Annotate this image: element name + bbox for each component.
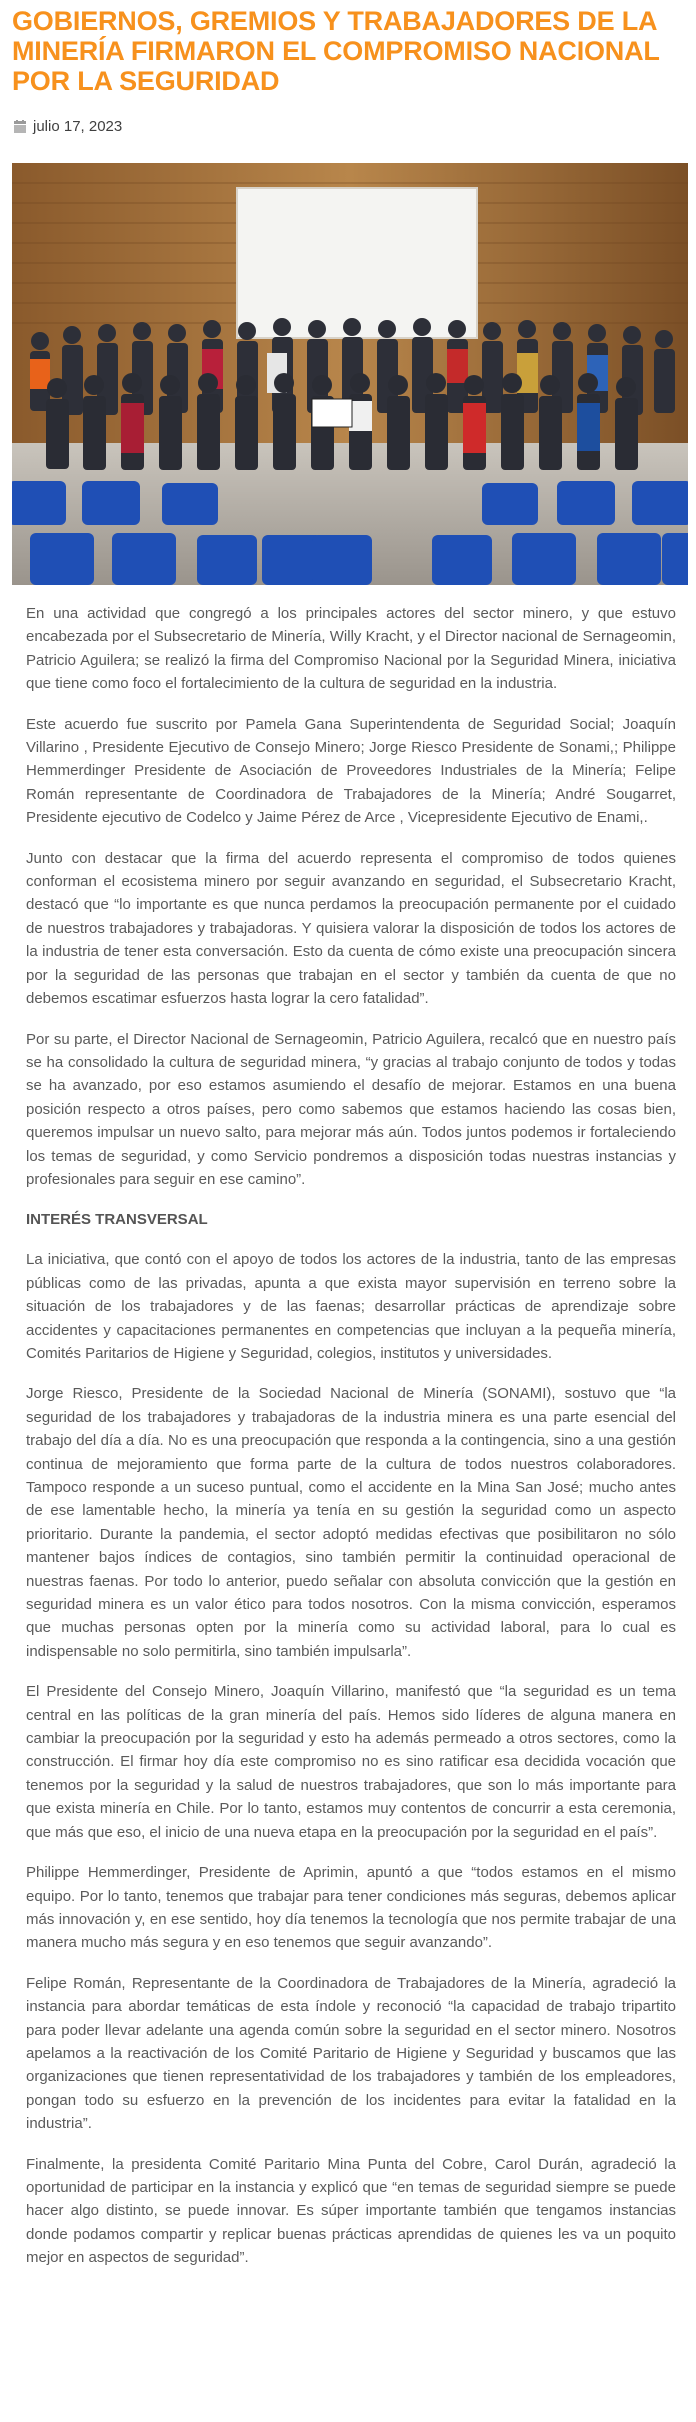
- article-paragraph: La iniciativa, que contó con el apoyo de todos los actores de la industria, tanto de las empresas públicas como de las privadas, apunta a que exista mayor supervisión en terreno sobre la situación de los trabajadores y de las faenas; desarrollar prácticas de aprendizaje sobre accidentes y capacitaciones permanentes en competencias que incluyan a la pequeña minería, Comités Paritarios de Higiene y Seguridad, colegios, institutos y universidades.: [26, 1251, 676, 1362]
- post-meta: [14, 118, 122, 135]
- article-paragraph: Philippe Hemmerdinger, Presidente de Aprimin, apuntó a que “todos estamos en el mismo equipo. Por lo tanto, tenemos que trabajar para tener condiciones más seguras, debemos aplicar más innovación y, en ese sentido, hoy día tenemos la tecnología que nos permite trabajar de una manera mucho más segura y en eso tenemos que seguir avanzando”.: [26, 1864, 676, 1952]
- article-paragraph: Felipe Román, Representante de la Coordinadora de Trabajadores de la Minería, agradeció la instancia para abordar temáticas de esta índole y reconoció “la capacidad de trabajo tripartito para poder llevar adelante una agenda común sobre la seguridad en el sector minero. Nosotros apelamos a la reactivación de los Comité Paritario de Higiene y Seguridad y buscamos que las organizaciones que tienen representatividad de los trabajadores y también de los empleadores, pongan todo su esfuerzo en la prevención de los incidentes para evitar la fatalidad en la industria”.: [26, 1974, 676, 2133]
- group-photo: [12, 163, 688, 585]
- section-subheading: INTERÉS TRANSVERSAL: [26, 1211, 208, 1229]
- group-photo-image: [12, 163, 688, 585]
- calendar-icon: [14, 120, 26, 133]
- article-paragraph: Junto con destacar que la firma del acuerdo representa el compromiso de todos quienes conforman el ecosistema minero por seguir avanzando en seguridad, el Subsecretario Kracht, destacó que “lo importante es que nunca perdamos la preocupación permanente por el cuidado de nuestros trabajadores y trabajadoras. Y quisiera valorar la disposición de todos los actores de la industria de tener esta conversación. Esto da cuenta de cómo existe una preocupación sincera por la seguridad de las personas que trabajan en el sector y también da cuenta de que no debemos escatimar esfuerzos hasta lograr la cero fatalidad”.: [26, 849, 676, 1008]
- article-paragraph: Finalmente, la presidenta Comité Paritario Mina Punta del Cobre, Carol Durán, agradeció la oportunidad de participar en la instancia y explicó que “en temas de seguridad siempre se puede hacer algo distinto, se puede innovar. Es súper importante también que tengamos instancias donde podamos compartir y replicar buenas prácticas aprendidas de quienes les va un poquito mejor en aspectos de seguridad”.: [26, 2155, 676, 2267]
- article-paragraph: Jorge Riesco, Presidente de la Sociedad Nacional de Minería (SONAMI), sostuvo que “la seguridad de los trabajadores y trabajadoras de la industria minera es una parte esencial del trabajo del día a día. No es una preocupación que responda a la contingencia, sino a una gestión continua de mejoramiento que forma parte de la cultura de todos nuestros colaboradores. Tampoco responde a un suceso puntual, como el accidente en la Mina San José; mucho antes de ese lamentable hecho, la minería ya tenía en su gestión la seguridad como un aspecto prioritario. Durante la pandemia, el sector adoptó medidas efectivas que posibilitaron no sólo mantener bajos índices de contagios, sino también permitir la continuidad operacional de nuestras faenas. Por todo lo anterior, puedo señalar con absoluta convicción que la gestión en seguridad minera es un valor ético para todos nosotros. Con la misma convicción, esperamos que muchas personas opten por la minería como su actividad laboral, para lo cual es indispensable no solo permitirla, sino también impulsarla”.: [26, 1385, 676, 1660]
- article-paragraph: El Presidente del Consejo Minero, Joaquín Villarino, manifestó que “la seguridad es un tema central en las políticas de la gran minería del país. Hemos sido líderes de alguna manera en cambiar la preocupación por la seguridad y esto ha además permeado a otros sectores, como la construcción. El firmar hoy día este compromiso no es sino ratificar esa decidida vocación que tenemos por la seguridad y la salud de nuestros trabajadores, que son lo más importante para que exista minería en Chile. Por lo tanto, estamos muy contentos de concurrir a esta ceremonia, que más que eso, el inicio de una nueva etapa en la preocupación por la seguridad en el país”.: [26, 1683, 676, 1841]
- article-paragraph: Este acuerdo fue suscrito por Pamela Gana Superintendenta de Seguridad Social; Joaquín Villarino , Presidente Ejecutivo de Consejo Minero; Jorge Riesco Presidente de Sonami,; Philippe Hemmerdinger Presidente de Asociación de Proveedores Industriales de la Minería; Felipe Román representante de Coordinadora de Trabajadores de la Minería; André Sougarret, Presidente ejecutivo de Codelco y Jaime Pérez de Arce , Vicepresidente Ejecutivo de Enami,.: [26, 715, 676, 827]
- article-body: [26, 602, 676, 2287]
- post-date: julio 17, 2023: [33, 118, 123, 135]
- article-paragraph: Por su parte, el Director Nacional de Sernageomin, Patricio Aguilera, recalcó que en nuestro país se ha consolidado la cultura de seguridad minera, “y gracias al trabajo conjunto de todos y todas se ha avanzado, por eso estamos asumiendo el desafío de mejorar. Estamos en una buena posición respecto a otros países, pero como sabemos que estamos haciendo las cosas bien, queremos impulsar un nuevo salto, para mejorar más aún. Todos juntos podemos ir fortaleciendo los temas de seguridad, y como Servicio pondremos a disposición todas nuestras instancias y profesionales para seguir en ese camino”.: [26, 1030, 676, 1188]
- article-title: GOBIERNOS, GREMIOS Y TRABAJADORES DE LA MINERÍA FIRMARON EL COMPROMISO NACIONAL POR LA SEGURIDAD: [12, 6, 660, 96]
- article-paragraph: En una actividad que congregó a los principales actores del sector minero, y que estuvo encabezada por el Subsecretario de Minería, Willy Kracht, y el Director nacional de Sernageomin, Patricio Aguilera; se realizó la firma del Compromiso Nacional por la Seguridad Minera, iniciativa que tiene como foco el fortalecimiento de la cultura de seguridad en la industria.: [26, 605, 676, 693]
